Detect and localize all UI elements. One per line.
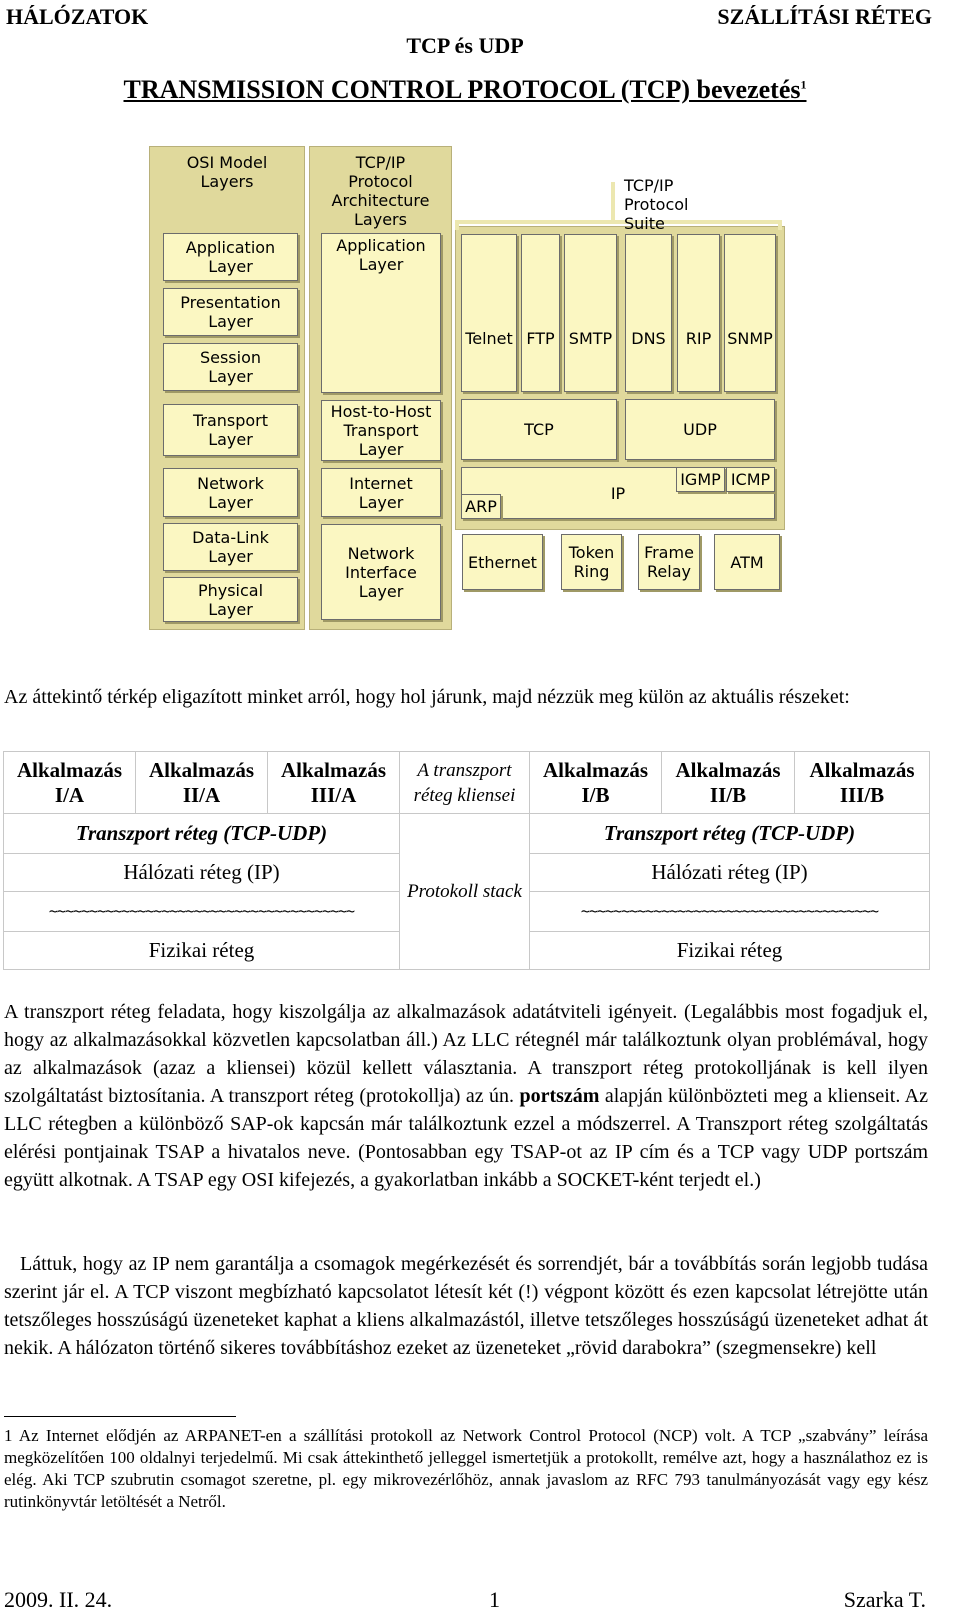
protocol-atm: ATM [714, 534, 780, 590]
protocol-ip: IP [461, 467, 775, 519]
protocol-snmp: SNMP [724, 234, 776, 392]
clients-cell: A transzport réteg kliensei [400, 752, 530, 814]
osi-datalink-layer: Data-Link Layer [163, 523, 298, 571]
suite-bracket [611, 182, 615, 224]
suite-bracket-left [455, 220, 459, 230]
table-row [4, 814, 930, 854]
tcpip-host-to-host-layer: Host-to-Host Transport Layer [321, 400, 441, 461]
protocol-dns: DNS [625, 234, 672, 392]
osi-session-layer: Session Layer [163, 343, 298, 391]
document-title-text: TRANSMISSION CONTROL PROTOCOL (TCP) bevezetés [123, 75, 801, 104]
osi-application-layer: Application Layer [163, 233, 298, 281]
protocol-tcp: TCP [461, 399, 617, 460]
document-title [0, 75, 930, 105]
protocol-smtp: SMTP [564, 234, 617, 392]
portszam-term: portszám [519, 1085, 600, 1107]
transport-b-cell: Transzport réteg (TCP-UDP) [530, 814, 930, 854]
body-p1-part-b: alapján különbözteti meg a klienseit. Az LLC rétegben a különböző SAP-ok kapcsán már találkoztunk ezzel a módszerrel. A Transzport réteg szolgáltatás elérési pontjainak TSAP a hivatalos neve. (Pontosabban egy TSAP-ot az IP cím és a TCP vagy UDP portszám együtt alkotnak. A TSAP egy OSI kifejezés, a gyakorlatban inkább a SOCKET-ként terjedt el.) [4, 1085, 929, 1191]
tcpip-network-interface-layer: Network Interface Layer [321, 524, 441, 620]
protocol-ftp: FTP [521, 234, 560, 392]
protocol-arp: ARP [461, 494, 501, 519]
footer-date: 2009. II. 24. [4, 1587, 113, 1612]
suite-bracket-right [778, 220, 782, 230]
osi-transport-layer: Transport Layer [163, 404, 298, 456]
protocol-icmp: ICMP [726, 467, 775, 492]
app-1a-cell: Alkalmazás I/A [4, 752, 136, 814]
protocol-telnet: Telnet [461, 234, 517, 392]
protocol-rip: RIP [677, 234, 720, 392]
physical-b-cell: Fizikai réteg [530, 932, 930, 970]
body-paragraph-2: Láttuk, hogy az IP nem garantálja a csomagok megérkezését és sorrendjét, bár a továbbítás során legjobb tudása szerint jár el. A TCP viszont megbízható kapcsolatot létesít két (!) végpont között és ezen kapcsolat létrejötte után tetszőleges hosszúságú üzeneteket kaphat a kliens alkalmazástól, illetve tetszőleges hosszúságú üzeneteket adhat át nekik. A hálózaton történő sikeres továbbításhoz ezeket az üzeneteket „rövid darabokra” (szegmensekre) kell [4, 1253, 928, 1359]
footnote-mark: 1 [800, 77, 807, 92]
footnote: 1 Az Internet elődjén az ARPANET-en a szállítási protokoll az Network Control Protocol (NCP) volt. A TCP „szabvány” leírása megközelítően 100 oldalnyi terjedelmű. Mi csak áttekinthető jelleggel ismertetjük a protokollt, remélve azt, hogy a használathoz ez is elég. Aki TCP szubrutin csomagot szeretne, pl. egy mikrovezérlőhöz, annak javaslom az RFC 793 tanulmányozását vagy egy kész rutinkönyvtár letöltését a Netről. [4, 1426, 928, 1511]
body-paragraph-1 [4, 998, 928, 1194]
app-2b-cell: Alkalmazás II/B [662, 752, 795, 814]
physical-a-cell: Fizikai réteg [4, 932, 400, 970]
protocol-igmp: IGMP [676, 467, 725, 492]
suite-label: TCP/IP Protocol Suite [624, 176, 689, 233]
running-header-right: SZÁLLÍTÁSI RÉTEG [717, 4, 932, 29]
footer-page-number: 1 [489, 1587, 500, 1612]
tcpip-application-layer: Application Layer [321, 233, 441, 393]
body-p1-part-a: A transzport réteg feladata, hogy kiszolgálja az alkalmazások adatátviteli igényeit. (Legalábbis most fogadjuk el, hogy az alkalmazásokkal közvetlen kapcsolatban áll.) Az LLC rétegnél már találkoztunk olyan problémával, hogy az alkalmazások (azaz a kliensei) közül kellett választania. A transzport réteg protokolljának is kell ilyen szolgáltatást biztosítania. A transzport réteg (protokollja) az ún. [4, 1001, 928, 1107]
tcpip-column-title: TCP/IP Protocol Architecture Layers [331, 153, 430, 229]
tilde-a-cell: ~~~~~~~~~~~~~~~~~~~~~~~~~~~~~~~~~~~~~~ [4, 892, 400, 932]
app-3b-cell: Alkalmazás III/B [795, 752, 930, 814]
osi-network-layer: Network Layer [163, 468, 298, 517]
osi-column-title: OSI Model Layers [186, 153, 268, 191]
suite-bracket-top [455, 220, 782, 224]
app-3a-cell: Alkalmazás III/A [268, 752, 400, 814]
table-row [4, 752, 930, 814]
transport-a-cell: Transzport réteg (TCP-UDP) [4, 814, 400, 854]
running-header-left: HÁLÓZATOK [6, 4, 149, 29]
network-b-cell: Hálózati réteg (IP) [530, 854, 930, 892]
network-a-cell: Hálózati réteg (IP) [4, 854, 400, 892]
osi-physical-layer: Physical Layer [163, 577, 298, 622]
protocol-token-ring: Token Ring [561, 534, 622, 590]
tcpip-internet-layer: Internet Layer [321, 468, 441, 517]
protocol-frame-relay: Frame Relay [638, 534, 700, 590]
protocol-udp: UDP [625, 399, 775, 460]
running-header-center: TCP és UDP [406, 33, 524, 58]
protocol-stack-cell: Protokoll stack [400, 814, 530, 970]
tilde-b-cell: ~~~~~~~~~~~~~~~~~~~~~~~~~~~~~~~~~~~~~ [530, 892, 930, 932]
intro-paragraph: Az áttekintő térkép eligazított minket arról, hogy hol járunk, majd nézzük meg külön az aktuális részeket: [4, 686, 850, 708]
footer-author: Szarka T. [843, 1587, 926, 1612]
osi-presentation-layer: Presentation Layer [163, 288, 298, 336]
app-2a-cell: Alkalmazás II/A [136, 752, 268, 814]
layer-map-table [3, 751, 930, 970]
footnote-rule [4, 1416, 236, 1417]
protocol-ethernet: Ethernet [462, 534, 543, 590]
app-1b-cell: Alkalmazás I/B [530, 752, 662, 814]
